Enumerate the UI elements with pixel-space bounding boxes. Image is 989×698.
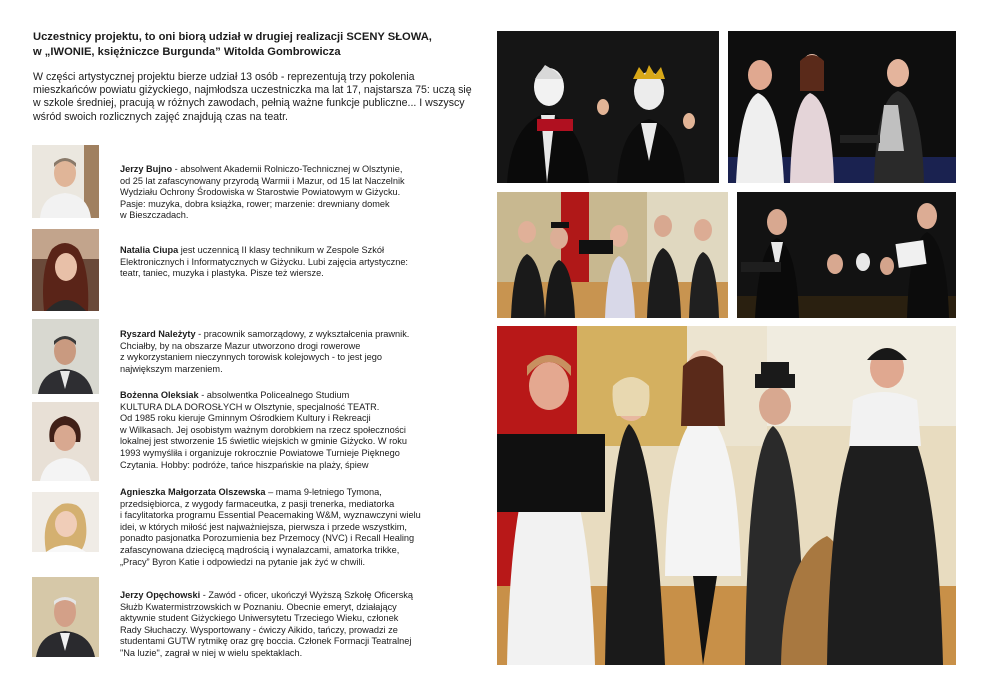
heading-line-2: w „IWONIE, księżniczce Burgunda” Witolda Gombrowicza <box>33 45 341 58</box>
portrait-ryszard-nalezyty <box>32 319 99 394</box>
bio-name: Bożenna Oleksiak <box>120 390 199 400</box>
bio-name: Ryszard Należyty <box>120 329 196 339</box>
bio-agnieszka-olszewska: Agnieszka Małgorzata Olszewska – mama 9-letniego Tymona, przedsiębiorca, z wygody farmaceutka, z pasji trenerka, mediatorka i facylitatorka programu Essential Peacemaking W&M, wyznawczyni wielu idei, w których miłość jest najważniejsza, pierwsza i przede wszystkim, ponadto pasjonatka Porozumienia bez Przemocy (NVC) i Recall Healing zafascynowana dziecięcą mądrością i wynalazcami, amatorka trikke, „Pracy” Byron Katie i odpowiedzi na pytanie jak żyć w chwili. <box>120 487 421 567</box>
portrait-natalia-ciupa <box>32 229 99 311</box>
portrait-jerzy-bujno <box>32 145 99 218</box>
bio-name: Jerzy Bujno <box>120 164 173 174</box>
bio-name: Jerzy Opęchowski <box>120 590 201 600</box>
photo-masked-actors <box>497 31 719 183</box>
bio-bozenna-oleksiak: Bożenna Oleksiak - absolwentka Policealnego Studium KULTURA DLA DOROSŁYCH w Olsztynie, specjalność TEATR. Od 1985 roku kieruje Gminnym Ośrodkiem Kultury i Rekreacji w Wilkasach. Jej osobistym ważnym dorobkiem na rzecz społeczności lokalnej jest stworzenie 15 świetlic wiejskich w gminie Giżycko. W roku 1993 wymyśliła i organizuje rokrocznie Powiatowe Turnieje Pięknego Czytania. Hobby: podróże, tańce hiszpańskie na plaży, śpiew <box>120 390 407 470</box>
intro-paragraph: W części artystycznej projektu bierze udział 13 osób - reprezentują trzy pokolenia mieszkańców powiatu giżyckiego, najmłodsza uczestniczka ma lat 17, najstarsza 75: uczą się w szkole średniej, pracują w różnych zawodach, pełnią ważne funkcje publiczne... I wszyscy wśród swoich rozlicznych zajęć znajdują czas na teatr. <box>33 71 472 123</box>
portrait-bozenna-oleksiak <box>32 402 99 481</box>
bio-ryszard-nalezyty: Ryszard Należyty - pracownik samorządowy, z wykształcenia prawnik. Chciałby, by na obszarze Mazur utworzono drogi rowerowe z wykorzystaniem nieczynnych torowisk kolejowych - to jest jego największym marzeniem. <box>120 329 410 374</box>
bio-jerzy-opechowski: Jerzy Opęchowski - Zawód - oficer, ukończył Wyższą Szkołę Oficerską Służb Kwatermistrzowskich w Poznaniu. Obecnie emeryt, działający aktywnie student Giżyckiego Uniwersytetu Trzeciego Wieku, członek Rady Słuchaczy. Wysportowany - ćwiczy Aikido, tańczy, prowadzi ze studentami GUTW rytmikę oraz grę boccia. Członek Formacji Teatralnej "Na luzie", zagrał w niej w wielu spektaklach. <box>120 590 413 658</box>
bio-jerzy-bujno: Jerzy Bujno - absolwent Akademii Rolniczo-Technicznej w Olsztynie, od 25 lat zafascynowany przyrodą Warmii i Mazur, od 15 lat Naczelnik Wydziału Ochrony Środowiska w Starostwie Powiatowym w Giżycku. Pasje: muzyka, dobra książka, rower; marzenie: drewniany domek w Bieszczadach. <box>120 164 405 221</box>
bio-natalia-ciupa: Natalia Ciupa jest uczennicą II klasy technikum w Zespole Szkół Elektronicznych i Informatycznych w Giżycku. Lubi zajęcia artystyczne: teatr, taniec, muzyka i plastyka. Pisze też wiersze. <box>120 245 408 279</box>
photo-group-cast <box>497 326 956 665</box>
page-heading <box>33 30 473 59</box>
bio-name: Natalia Ciupa <box>120 245 179 255</box>
heading-line-1: Uczestnicy projektu, to oni biorą udział w drugiej realizacji SCENY SŁOWA, <box>33 31 432 43</box>
bio-name: Agnieszka Małgorzata Olszewska <box>120 487 266 497</box>
portrait-agnieszka-olszewska <box>32 492 99 552</box>
photo-stage-performance <box>737 192 956 318</box>
photo-stage-rehearsal <box>497 192 728 318</box>
photo-reading-women <box>728 31 956 183</box>
portrait-jerzy-opechowski <box>32 577 99 657</box>
